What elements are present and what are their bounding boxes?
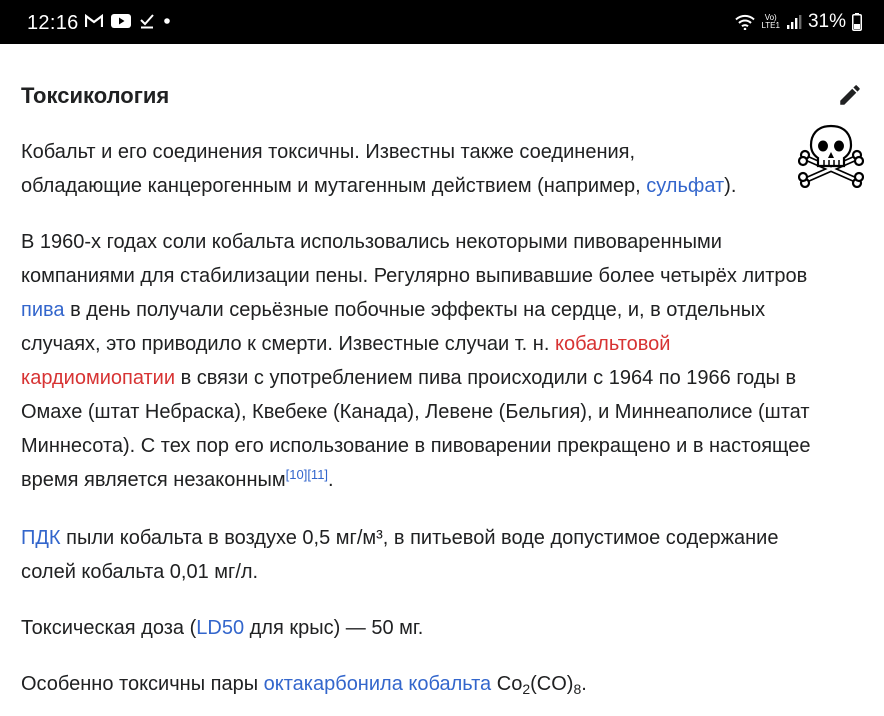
battery-icon	[852, 13, 862, 31]
link-cardiomyopathy-part2[interactable]: кардиомиопатии	[21, 367, 176, 389]
status-time: 12:16	[27, 12, 79, 34]
notification-icons	[85, 13, 171, 29]
p2-line8-end: .	[328, 469, 334, 491]
status-bar	[0, 0, 884, 44]
battery-percent: 31%	[807, 11, 846, 32]
wifi-icon	[735, 14, 755, 30]
paragraph-4	[21, 611, 423, 645]
signal-icon	[786, 14, 802, 30]
link-sulfate[interactable]: сульфат	[646, 175, 725, 197]
formula-co: Co	[491, 673, 523, 695]
reference-11[interactable]: [11]	[307, 467, 329, 482]
p2-line8: время является незаконным	[21, 469, 286, 491]
download-done-icon	[139, 13, 155, 29]
paragraph-1	[21, 135, 736, 203]
p2-line2: компаниями для стабилизации пены. Регулярно выпивавшие более четырёх литров	[21, 265, 808, 287]
lte-label: LTE1	[761, 21, 780, 30]
formula-end: .	[581, 673, 587, 695]
paragraph-5	[21, 667, 587, 701]
p2-line4: случаях, это приводило к смерти. Известные случаи т. н.	[21, 333, 555, 355]
gmail-icon	[85, 14, 103, 28]
p1-text-a: Кобальт и его соединения токсичны. Известны также соединения,	[21, 141, 636, 163]
volte-label: Vo)	[764, 13, 777, 22]
p2-line1: В 1960-х годах соли кобальта использовались некоторыми пивоваренными	[21, 231, 722, 253]
link-pdk[interactable]: ПДК	[21, 527, 61, 549]
link-ld50[interactable]: LD50	[196, 617, 245, 639]
p4-text-a: Токсическая доза (	[21, 617, 197, 639]
p3-line1: пыли кобальта в воздухе 0,5 мг/м³, в питьевой воде допустимое содержание	[60, 527, 779, 549]
formula-sub-2: 2	[522, 681, 531, 697]
p2-line6: Омахе (штат Небраска), Квебеке (Канада), Левене (Бельгия), и Миннеаполисе (штат	[21, 401, 810, 423]
p3-line2: солей кобальта 0,01 мг/л.	[21, 561, 259, 583]
formula-sub-8: 8	[573, 681, 582, 697]
section-title: Токсикология	[21, 83, 170, 108]
volte-indicator	[761, 14, 780, 30]
reference-10[interactable]: [10]	[285, 467, 308, 482]
p5-text-a: Особенно токсичны пары	[21, 673, 264, 695]
p2-line7: Миннесота). С тех пор его использование в пивоварении прекращено и в настоящее	[21, 435, 811, 457]
status-right	[735, 11, 862, 33]
link-cardiomyopathy-part1[interactable]: кобальтовой	[554, 333, 671, 355]
skull-crossbones-icon	[798, 122, 864, 188]
p1-text-c: ).	[724, 175, 737, 197]
pencil-icon[interactable]	[837, 82, 863, 108]
p2-line5: в связи с употреблением пива происходили с 1964 по 1966 годы в	[175, 367, 797, 389]
link-beer[interactable]: пива	[21, 299, 65, 321]
p1-text-b: обладающие канцерогенным и мутагенным действием (например,	[21, 175, 647, 197]
paragraph-2	[21, 225, 811, 497]
notification-dot-icon	[163, 17, 171, 25]
youtube-icon	[111, 14, 131, 28]
formula-co-group: (CO)	[530, 673, 574, 695]
p4-text-b: для крыс) — 50 мг.	[244, 617, 424, 639]
paragraph-3	[21, 521, 778, 589]
link-octacarbonyl[interactable]: октакарбонила кобальта	[263, 673, 492, 695]
p2-line3: в день получали серьёзные побочные эффекты на сердце, и, в отдельных	[64, 299, 766, 321]
article-content	[0, 44, 884, 716]
